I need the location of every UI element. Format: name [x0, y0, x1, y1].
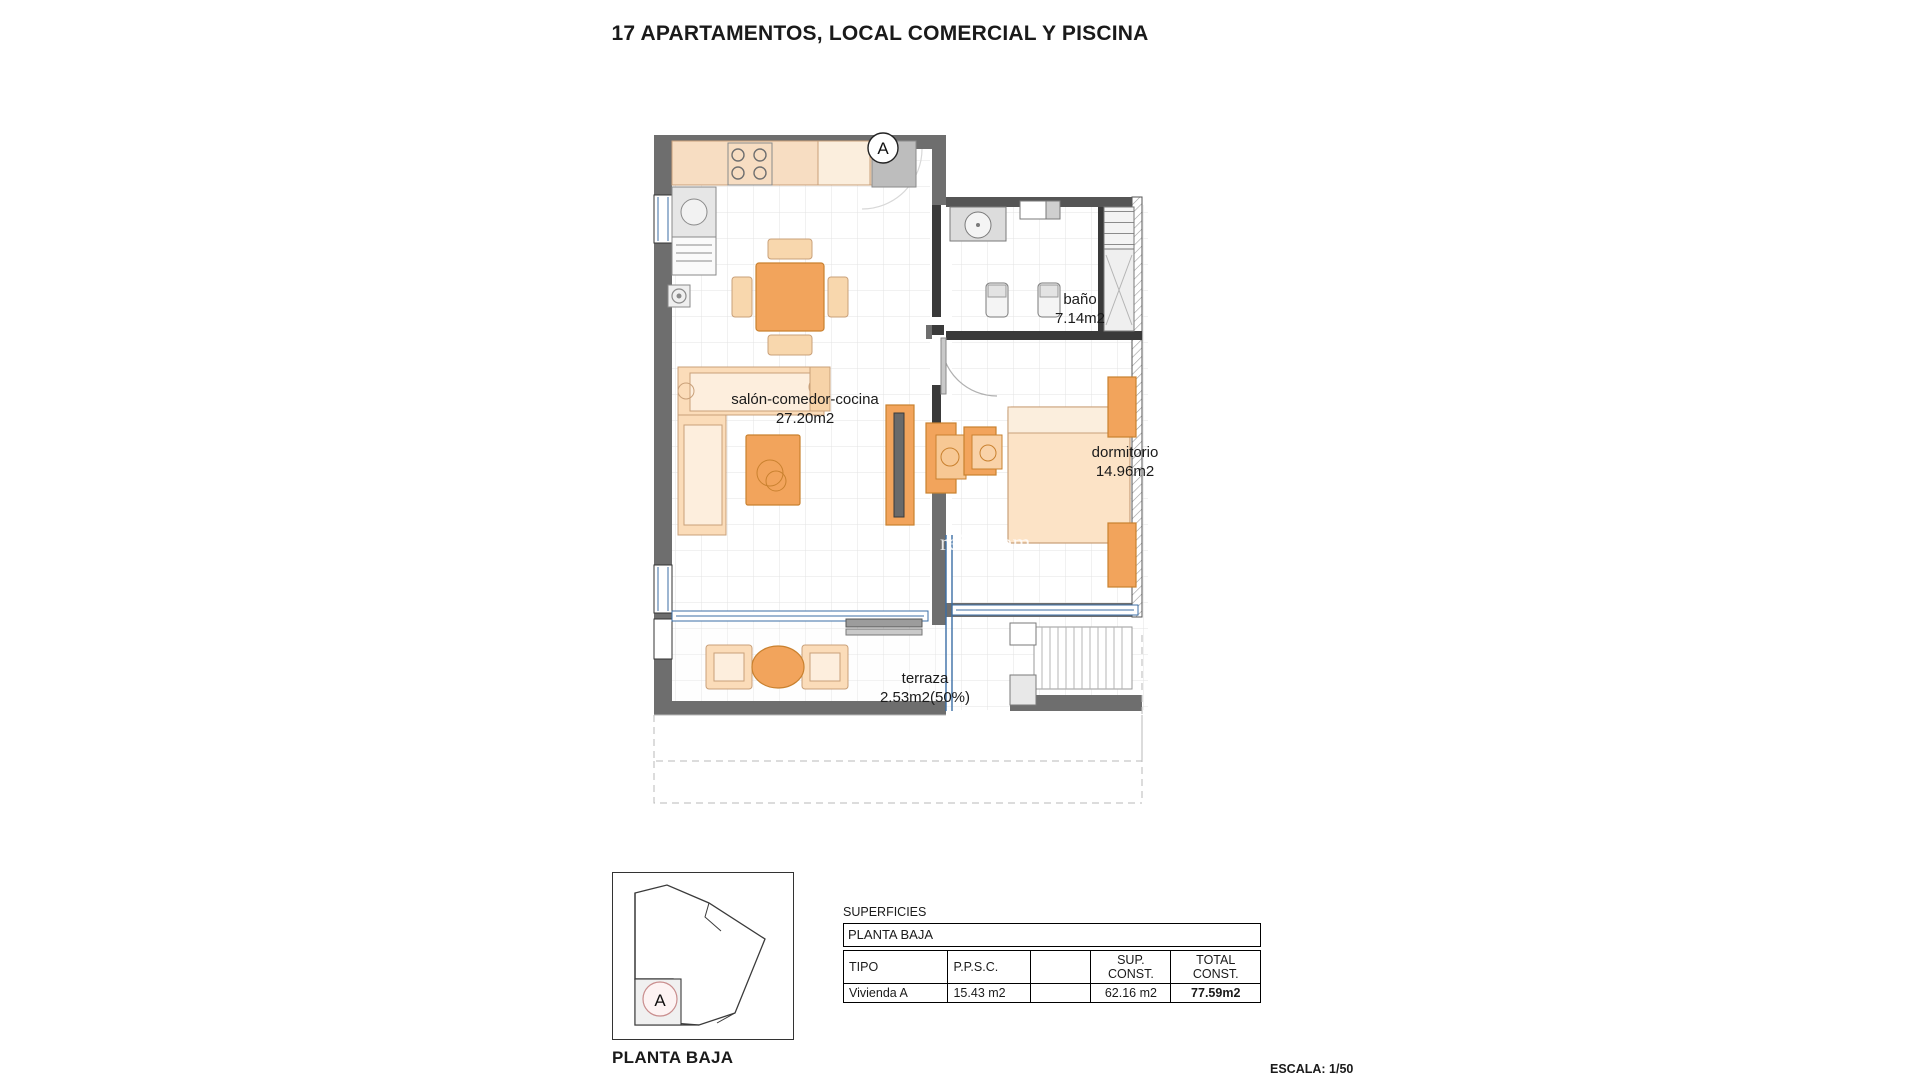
col-blank	[1031, 951, 1091, 984]
unit-marker-a	[864, 129, 902, 167]
cell-tipo: Vivienda A	[844, 984, 948, 1003]
surfaces-heading: SUPERFICIES	[843, 905, 927, 919]
watermark: reiendom	[940, 530, 1031, 555]
col-total-const: TOTAL CONST.	[1171, 951, 1261, 984]
col-ppsc: P.P.S.C.	[948, 951, 1031, 984]
svg-text:A: A	[877, 139, 889, 158]
svg-text:A: A	[654, 991, 666, 1010]
col-sup-const: SUP. CONST.	[1091, 951, 1171, 984]
table-header-row	[844, 951, 1261, 984]
room-name: baño	[1063, 291, 1097, 308]
surfaces-planta-row: PLANTA BAJA	[843, 923, 1261, 947]
key-plan	[612, 872, 794, 1040]
room-label-dormitorio	[1040, 443, 1210, 481]
cell-blank	[1031, 984, 1091, 1003]
floor-plan-drawing	[650, 135, 1270, 835]
room-label-bano	[1010, 290, 1150, 328]
room-area: 14.96m2	[1095, 463, 1155, 480]
room-name: dormitorio	[1091, 444, 1159, 461]
room-name: terraza	[901, 670, 949, 687]
cell-ppsc: 15.43 m2	[948, 984, 1031, 1003]
surfaces-block	[843, 905, 1263, 1003]
col-tipo: TIPO	[844, 951, 948, 984]
room-area: 27.20m2	[775, 410, 835, 427]
key-plan-title: PLANTA BAJA	[612, 1048, 734, 1067]
page-title: 17 APARTAMENTOS, LOCAL COMERCIAL Y PISCINA	[611, 22, 1149, 45]
room-label-salon-comedor-cocina	[680, 390, 930, 428]
scale-label: ESCALA: 1/50	[1270, 1062, 1354, 1076]
surfaces-table	[843, 950, 1261, 1003]
cell-sup-const: 62.16 m2	[1091, 984, 1171, 1003]
room-label-terraza	[830, 669, 1020, 707]
room-area: 2.53m2(50%)	[879, 689, 971, 706]
room-name: salón-comedor-cocina	[731, 391, 879, 408]
table-row	[844, 984, 1261, 1003]
room-area: 7.14m2	[1054, 310, 1106, 327]
cell-total-const: 77.59m2	[1171, 984, 1261, 1003]
